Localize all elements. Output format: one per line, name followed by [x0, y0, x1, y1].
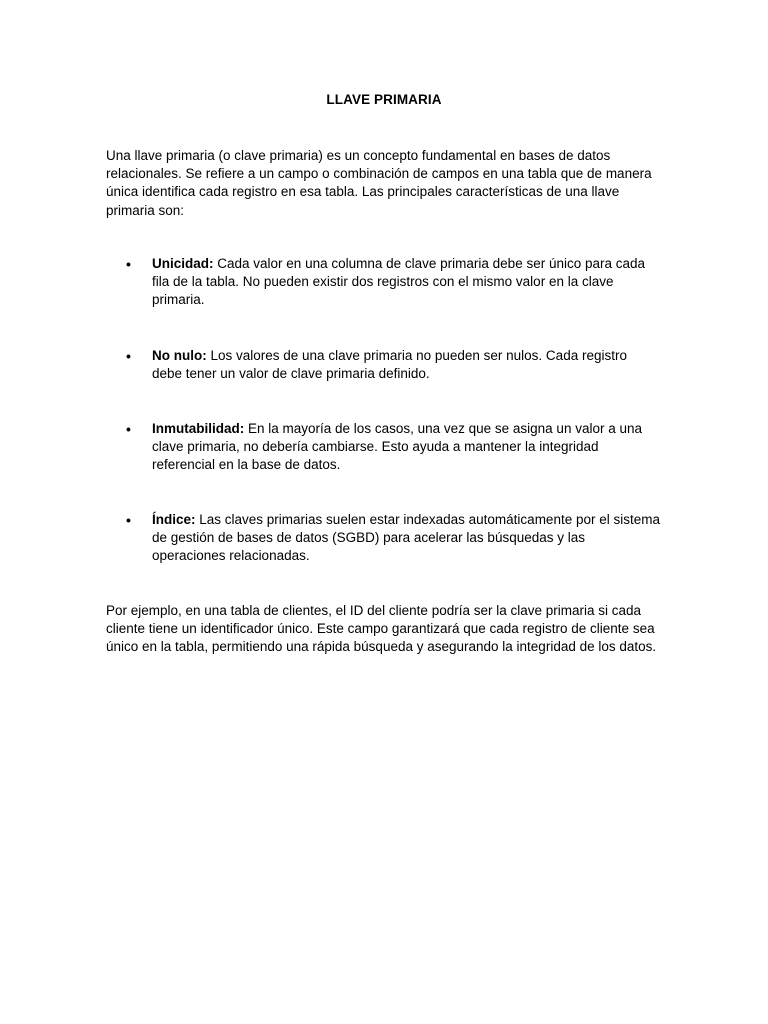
list-item-description: En la mayoría de los casos, una vez que se asigna un valor a una clave primaria, no debería cambiarse. Esto ayuda a mantener la integridad referencial en la base de datos.: [152, 421, 642, 473]
list-item-term: Índice:: [152, 512, 196, 527]
intro-paragraph: Una llave primaria (o clave primaria) es un concepto fundamental en bases de datos relacionales. Se refiere a un campo o combinación de campos en una tabla que de manera única identifica cada registro en esa tabla. Las principales características de una llave primaria son:: [106, 148, 652, 218]
list-item-text: [152, 511, 660, 566]
list-item-term: Unicidad:: [152, 256, 214, 271]
list-item-description: Las claves primarias suelen estar indexadas automáticamente por el sistema de gestión de bases de datos (SGBD) para acelerar las búsquedas y las operaciones relacionadas.: [152, 512, 660, 564]
bullet-icon: •: [126, 421, 131, 437]
bullet-icon: •: [126, 256, 131, 272]
list-item-term: No nulo:: [152, 348, 207, 363]
list-item-description: Cada valor en una columna de clave primaria debe ser único para cada fila de la tabla. No pueden existir dos registros con el mismo valor en la clave primaria.: [152, 256, 646, 308]
bullet-icon: •: [126, 348, 131, 364]
list-item-term: Inmutabilidad:: [152, 421, 245, 436]
list-item-text: [152, 420, 660, 475]
list-item-text: [152, 347, 660, 383]
document-title: LLAVE PRIMARIA: [326, 92, 442, 107]
list-item-description: Los valores de una clave primaria no pueden ser nulos. Cada registro debe tener un valor de clave primaria definido.: [152, 348, 627, 382]
conclusion-paragraph: Por ejemplo, en una tabla de clientes, el ID del cliente podría ser la clave primaria si cada cliente tiene un identificador único. Este campo garantizará que cada registro de cliente sea único en la tabla, permitiendo una rápida búsqueda y asegurando la integridad de los datos.: [106, 603, 657, 655]
list-item-text: [152, 255, 660, 310]
bullet-icon: •: [126, 512, 131, 528]
